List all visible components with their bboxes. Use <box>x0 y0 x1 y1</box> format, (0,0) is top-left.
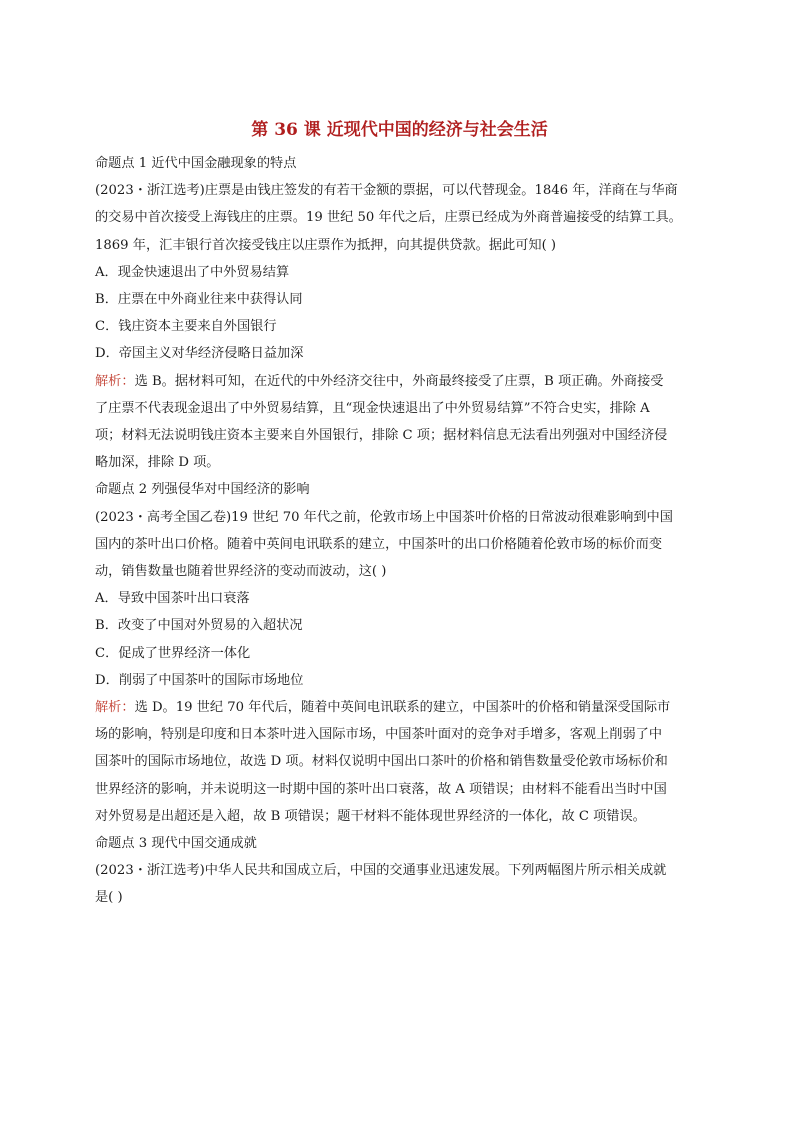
answer-option: B．庄票在中外商业往来中获得认同 <box>95 292 303 308</box>
question-stem-line: (2023・浙江选考)庄票是由钱庄签发的有若干金额的票据，可以代替现金。1846 年，洋商在与华商 <box>95 183 678 199</box>
question-section-3 <box>95 830 704 912</box>
document-body <box>95 150 704 912</box>
analysis-line <box>95 721 704 748</box>
question-stem-line: 动，销售数量也随着世界经济的变动而波动，这( ) <box>95 564 387 580</box>
analysis-label: 解析： <box>95 700 135 716</box>
answer-option: D．帝国主义对华经济侵略日益加深 <box>95 346 304 362</box>
answer-option: C．钱庄资本主要来自外国银行 <box>95 319 277 335</box>
analysis-text: 国茶叶的国际市场地位，故选 D 项。材料仅说明中国出口茶叶的价格和销售数量受伦敦市场标价和 <box>95 754 668 770</box>
analysis-text: 了庄票不代表现金退出了中外贸易结算，且“现金快速退出了中外贸易结算”不符合史实，排除 A <box>95 400 650 416</box>
analysis-line <box>95 803 704 830</box>
section-heading: 命题点 1 近代中国金融现象的特点 <box>95 156 297 171</box>
analysis-text: 选 B。据材料可知，在近代的中外经济交往中，外商最终接受了庄票，B 项正确。外商接受 <box>134 373 664 389</box>
analysis-text: 略加深，排除 D 项。 <box>95 455 220 471</box>
question-stem-line: 的交易中首次接受上海钱庄的庄票。19 世纪 50 年代之后，庄票已经成为外商普遍接受的结算工具。 <box>95 210 682 226</box>
question-stem-line: 国内的茶叶出口价格。随着中英间电讯联系的建立，中国茶叶的出口价格随着伦敦市场的标价而变 <box>95 536 663 552</box>
analysis-label: 解析： <box>95 373 135 389</box>
analysis-line <box>95 449 704 476</box>
question-section-2 <box>95 476 704 830</box>
answer-option: A．导致中国茶叶出口衰落 <box>95 591 250 607</box>
page-title: 第 36 课 近现代中国的经济与社会生活 <box>251 120 548 140</box>
section-heading: 命题点 2 列强侵华对中国经济的影响 <box>95 482 310 498</box>
analysis-text: 项；材料无法说明钱庄资本主要来自外国银行，排除 C 项；据材料信息无法看出列强对中国经济侵 <box>95 428 668 444</box>
analysis-line <box>95 422 704 449</box>
answer-option: A．现金快速退出了中外贸易结算 <box>95 264 290 280</box>
question-section-1 <box>95 150 704 476</box>
analysis-text: 世界经济的影响，并未说明这一时期中国的茶叶出口衰落，故 A 项错误；由材料不能看出当时中国 <box>95 781 667 797</box>
question-stem-line: (2023・浙江选考)中华人民共和国成立后，中国的交通事业迅速发展。下列两幅图片所示相关成就 <box>95 863 667 879</box>
analysis-line <box>95 748 704 775</box>
section-heading: 命题点 3 现代中国交通成就 <box>95 836 257 852</box>
answer-option: C．促成了世界经济一体化 <box>95 645 251 661</box>
analysis-line <box>95 694 704 721</box>
analysis-text: 对外贸易是出超还是入超，故 B 项错误；题干材料不能体现世界经济的一体化，故 C 项错误。 <box>95 808 646 824</box>
answer-option: B．改变了中国对外贸易的入超状况 <box>95 618 303 634</box>
analysis-line <box>95 368 704 395</box>
question-stem-line: 是( ) <box>95 890 123 906</box>
analysis-line <box>95 395 704 422</box>
answer-option: D．削弱了中国茶叶的国际市场地位 <box>95 672 304 688</box>
question-stem-line: 1869 年，汇丰银行首次接受钱庄以庄票作为抵押，向其提供贷款。据此可知( ) <box>95 237 557 253</box>
question-stem-line: (2023・高考全国乙卷)19 世纪 70 年代之前，伦敦市场上中国茶叶价格的日常波动很难影响到中国 <box>95 509 673 525</box>
analysis-text: 选 D。19 世纪 70 年代后，随着中英间电讯联系的建立，中国茶叶的价格和销量深受国际市 <box>134 700 671 716</box>
analysis-text: 场的影响，特别是印度和日本茶叶进入国际市场，中国茶叶面对的竞争对手增多，客观上削弱了中 <box>95 727 663 743</box>
analysis-line <box>95 776 704 803</box>
